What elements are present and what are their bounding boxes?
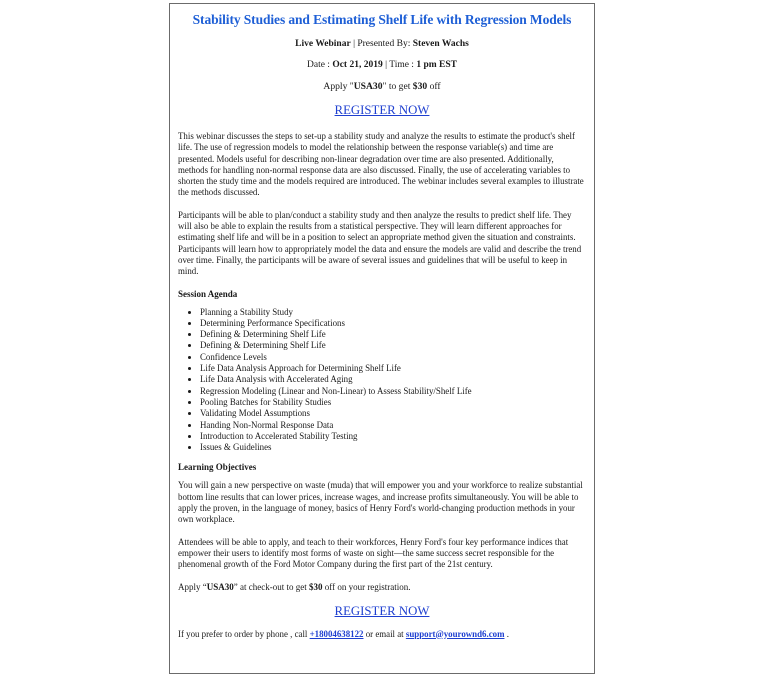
presented-by-label: Presented By: (357, 39, 413, 49)
agenda-item: • Introduction to Accelerated Stability Testing (200, 431, 586, 442)
learning-objectives-heading: Learning Objectives (178, 462, 257, 473)
agenda-item: • Planning a Stability Study (200, 307, 586, 318)
contact-middle: or email at (363, 628, 406, 639)
apply-prefix: Apply “ (178, 581, 207, 592)
agenda-item: • Handing Non-Normal Response Data (200, 420, 586, 431)
agenda-item: • Life Data Analysis with Accelerated Aging (200, 374, 586, 385)
agenda-item: • Issues & Guidelines (200, 442, 586, 453)
date-label: Date : (307, 60, 333, 70)
event-time: 1 pm EST (416, 60, 457, 70)
agenda-item: • Pooling Batches for Stability Studies (200, 397, 586, 408)
agenda-item: • Determining Performance Specifications (200, 318, 586, 329)
agenda-item: • Confidence Levels (200, 352, 586, 363)
webinar-flyer (178, 8, 586, 639)
overview-paragraph: This webinar discusses the steps to set-up a stability study and analyze the results to estimate the product's shelf life. The use of regression models to model the relationship between the response variable(s) and time are presented. Models useful for describing non-linear degradation over time are also presented. Additionally, methods for handling non-normal response data are also discussed. Finally, the use of accelerating variables to shorten the study time and the models required are introduced. The webinar includes several examples to illustrate the methods discussed. (178, 131, 584, 198)
agenda-item: • Validating Model Assumptions (200, 408, 586, 419)
contact-prefix: If you prefer to order by phone , call (178, 628, 310, 639)
separator: | (350, 39, 358, 49)
attendees-paragraph: Attendees will be able to apply, and teach to their workforces, Henry Ford's four key performance indices that empower their users to identify most forms of waste on sight—the same success secret responsible for the phenomenal growth of the Ford Motor Company during the first part of the 21st century. (178, 536, 569, 570)
email-link[interactable]: support@yourownd6.com (405, 628, 505, 639)
coupon-amount: $30 (412, 81, 428, 92)
checkout-coupon-line (178, 582, 586, 592)
coupon-middle: " to get (382, 81, 413, 92)
phone-link[interactable]: +18004638122 (309, 628, 364, 639)
checkout-coupon-code: USA30 (206, 581, 234, 592)
time-label: Time : (389, 60, 417, 70)
agenda-list (178, 307, 586, 454)
apply-middle: ” at check-out to get (233, 581, 309, 592)
participants-paragraph: Participants will be able to plan/conduct a stability study and then analyze the results to predict shelf life. They will also be able to explain the results from a statistical perspective. They will learn different approaches for estimating shelf life and will be in a position to select an appropriate method given the situation and constraints. Participants will learn how to appropriately model the data and ensure the models are valid and describe the trend over time. Finally, the participants will be aware of several issues and guidelines that will be useful to keep in mind. (178, 209, 582, 277)
agenda-item: • Defining & Determining Shelf Life (200, 329, 586, 340)
apply-suffix: off on your registration. (322, 581, 411, 592)
register-now-link[interactable]: REGISTER NOW (334, 103, 430, 117)
webinar-type: Live Webinar (295, 39, 351, 49)
separator: | (382, 60, 390, 70)
contact-line (178, 629, 586, 639)
agenda-item: • Life Data Analysis Approach for Determining Shelf Life (200, 363, 586, 374)
coupon-prefix: Apply " (323, 81, 354, 92)
checkout-coupon-amount: $30 (308, 581, 323, 592)
page-title: Stability Studies and Estimating Shelf Life with Regression Models (192, 12, 572, 27)
presenter-name: Steven Wachs (412, 39, 469, 49)
coupon-code: USA30 (353, 81, 383, 92)
register-now-link-bottom[interactable]: REGISTER NOW (334, 603, 430, 618)
session-agenda-heading: Session Agenda (178, 288, 238, 299)
date-time-line (178, 60, 586, 70)
agenda-item: • Defining & Determining Shelf Life (200, 340, 586, 351)
coupon-suffix: off (427, 81, 441, 92)
presenter-line (178, 39, 586, 49)
event-date: Oct 21, 2019 (332, 60, 383, 70)
objectives-paragraph: You will gain a new perspective on waste (muda) that will empower you and your workforce to realize substantial bottom line results that can lower prices, increase wages, and increase profits simultaneously. You will be able to apply the proven, in the language of money, basics of Henry Ford's world-changing production methods in your own workplace. (178, 480, 583, 525)
agenda-item: • Regression Modeling (Linear and Non-Linear) to Assess Stability/Shelf Life (200, 386, 586, 397)
contact-suffix: . (504, 628, 509, 639)
coupon-line (178, 81, 586, 92)
